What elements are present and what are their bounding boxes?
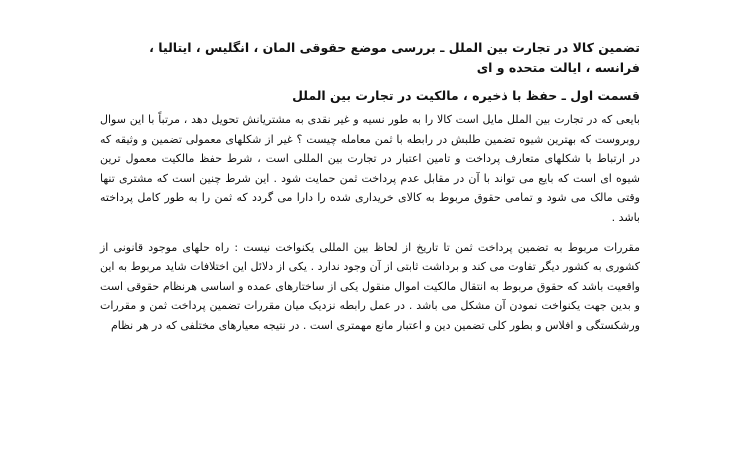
document-page bbox=[100, 38, 640, 336]
paragraph-2: مقررات مربوط به تضمین پرداخت ثمن تا تاریخ از لحاظ بین المللی یکنواخت نیست : راه حلهای موجود قانونی از کشوری به کشور دیگر تفاوت می کند و برداشت ثابتی از آن وجود ندارد . یکی از دلائل این اختلافات شاید مربوط به این واقعیت باشد که حقوق مربوط به انتقال مالکیت اموال منقول یکی از ساختارهای عمده و اساسی هرنظام حقوقی است و بدین جهت یکنواخت نمودن آن مشکل می باشد . در عمل رابطه نزدیک میان مقررات تضمین پرداخت ثمن و مقررات ورشکستگی و افلاس و بطور کلی تضمین دین و اعتبار مانع مهمتری است . در نتیجه معیارهای مختلفی که در هر نظام bbox=[100, 240, 640, 332]
section-heading: قسمت اول ـ حفظ با ذخیره ، مالکیت در تجارت بین الملل bbox=[292, 88, 640, 103]
paragraph-spacer bbox=[100, 228, 640, 238]
paragraph-1: بایعی که در تجارت بین الملل مایل است کالا را به طور نسیه و غیر نقدی به مشتریانش تحویل دهد ، مرتباً با این سوال روبروست که بهترین شیوه تضمین طلبش در رابطه با ثمن معامله چیست ؟ غیر از شکلهای معمولی تضمین و وثیقه که در ارتباط با شکلهای متعارف پرداخت و تامین اعتبار در تجارت بین المللی است ، شرط حفظ مالکیت معمول ترین شیوه ای است که بایع می تواند با آن در مقابل عدم پرداخت ثمن حمایت شود . این شرط چنین است که مشتری تنها وقتی مالک می شود و تمامی حقوق مربوط به کالای خریداری شده را دارا می گردد که ثمن را به طور کامل پرداخته باشد . bbox=[100, 113, 640, 224]
document-title: تضمین کالا در تجارت بین الملل ـ بررسی موضع حقوقی المان ، انگلیس ، ایتالیا ، فرانسه ، ایالت متحده و ای bbox=[149, 40, 640, 75]
